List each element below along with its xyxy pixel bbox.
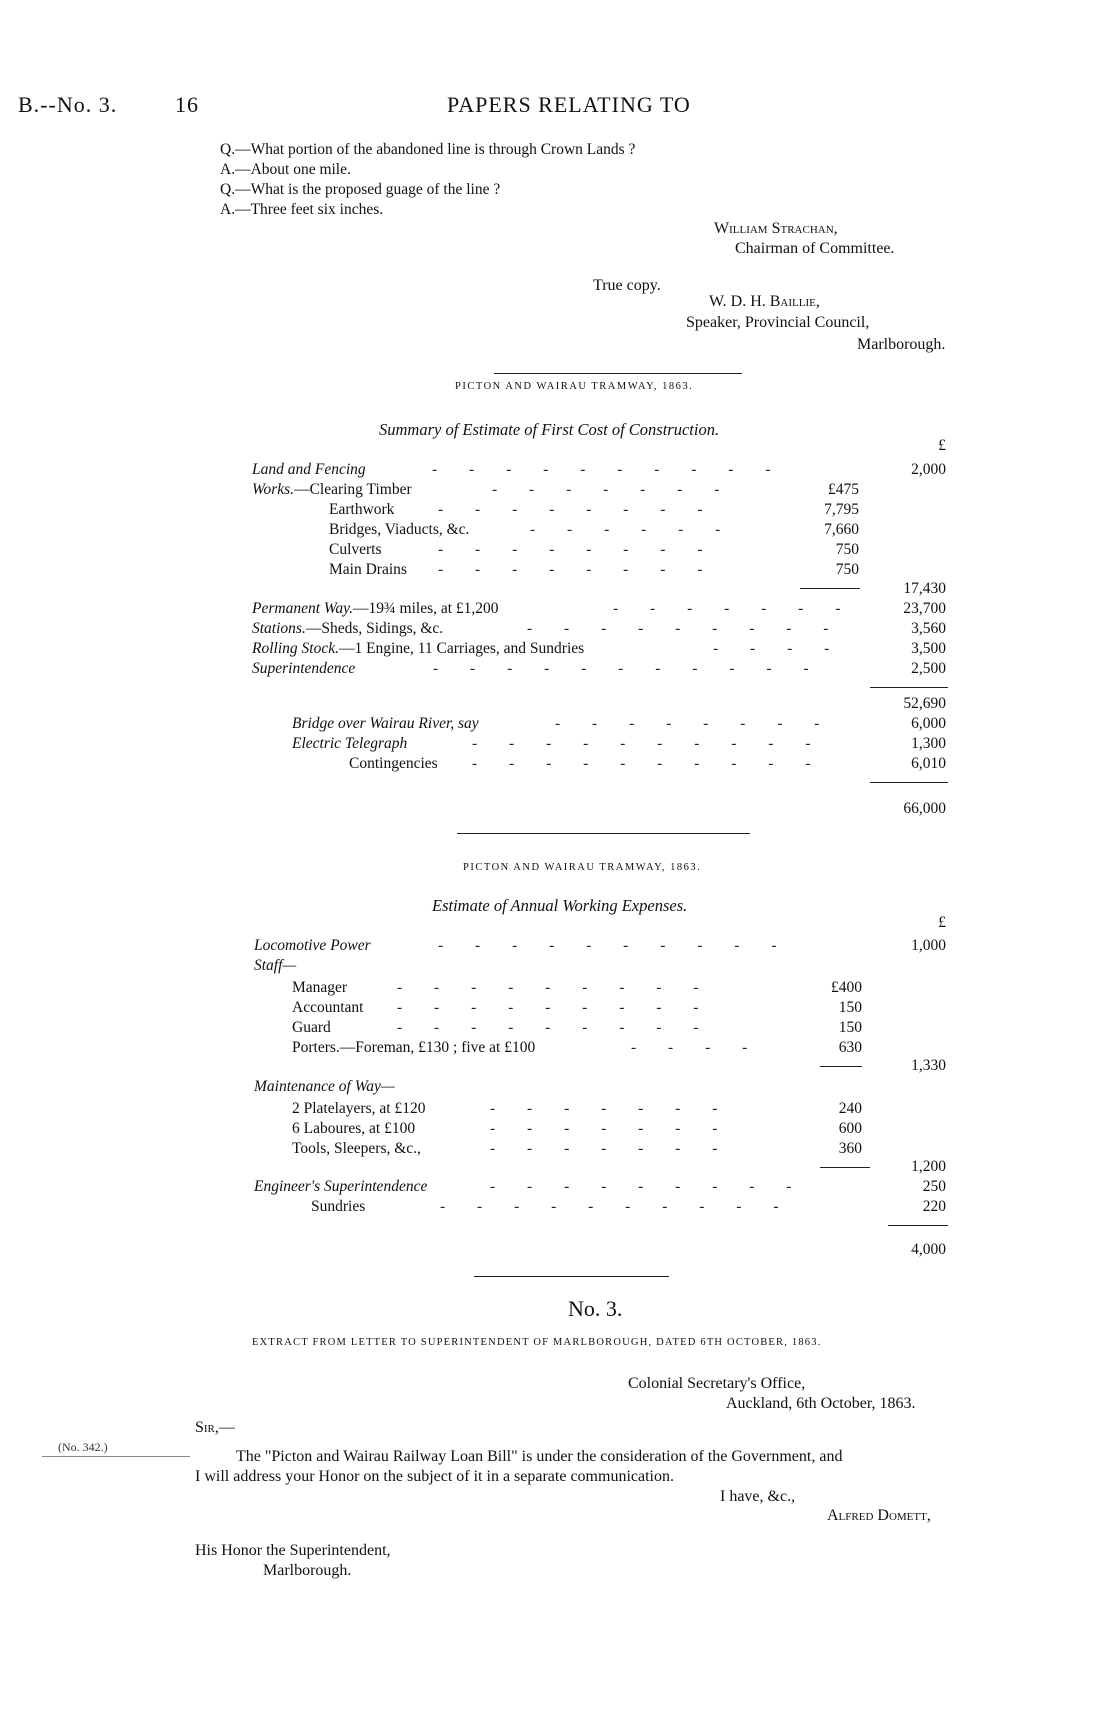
letter-body-line2: I will address your Honor on the subject of it in a separate communication.	[195, 1468, 674, 1485]
s1-label-superintendence: Superintendence	[252, 660, 356, 677]
question-2: Q.—What is the proposed guage of the line ?	[220, 181, 501, 198]
letter-body-line1: The "Picton and Wairau Railway Loan Bill" is under the consideration of the Government, and	[236, 1448, 843, 1465]
s1-value-clearing-timber: £475	[828, 481, 859, 498]
s1-leader-dots: - - - - - - - -	[438, 561, 717, 578]
section-divider	[457, 833, 750, 834]
s1-subtotal-main: 52,690	[903, 695, 946, 712]
s1-label-stations: Stations.—Sheds, Sidings, &c.	[252, 620, 444, 637]
s2-value-locomotive-power: 1,000	[911, 937, 946, 954]
s2-label-accountant: Accountant	[292, 999, 364, 1016]
s1-grand-total-rule	[870, 782, 948, 783]
s2-subtotal-rule	[820, 1167, 870, 1168]
s2-subtotal-staff: 1,330	[911, 1057, 946, 1074]
letter-closing: I have, &c.,	[720, 1488, 796, 1505]
s2-grand-total-rule	[888, 1225, 948, 1226]
signature-baillie-name: W. D. H. Baillie,	[709, 293, 820, 310]
s1-grand-total: 66,000	[903, 800, 946, 817]
signature-strachan-name: William Strachan,	[714, 220, 838, 237]
margin-rule	[42, 1456, 190, 1457]
margin-reference: (No. 342.)	[58, 1440, 108, 1454]
s1-value-bridges: 7,660	[824, 521, 859, 538]
s1-leader-dots: - - - -	[713, 640, 844, 657]
s2-leader-dots: - - - - - - - - - -	[440, 1198, 793, 1215]
s1-label-bridge-wairau: Bridge over Wairau River, say	[292, 715, 479, 732]
answer-2: A.—Three feet six inches.	[220, 201, 384, 218]
section-divider	[494, 373, 742, 374]
s2-label-guard: Guard	[292, 1019, 331, 1036]
s2-leader-dots: - - - - - - - - - -	[438, 937, 791, 954]
letter-signer: Alfred Domett,	[827, 1507, 931, 1524]
s2-leader-dots: - - - -	[631, 1039, 762, 1056]
s1-leader-dots: - - - - - - -	[613, 600, 855, 617]
no3-caption: EXTRACT FROM LETTER TO SUPERINTENDENT OF MARLBOROUGH, DATED 6TH OCTOBER, 1863.	[252, 1337, 822, 1348]
s2-label-maintenance: Maintenance of Way—	[254, 1078, 395, 1095]
s2-leader-dots: - - - - - - - - -	[397, 1019, 713, 1036]
s2-label-staff: Staff—	[254, 957, 297, 974]
s2-value-engineers-superintendence: 250	[922, 1178, 946, 1195]
s2-value-tools: 360	[838, 1140, 862, 1157]
s1-leader-dots: - - - - - - - -	[555, 715, 834, 732]
page-title: PAPERS RELATING TO	[447, 92, 691, 117]
answer-1: A.—About one mile.	[220, 161, 351, 178]
s2-value-guard: 150	[838, 1019, 862, 1036]
letter-office: Colonial Secretary's Office,	[628, 1375, 806, 1392]
s2-leader-dots: - - - - - - - - -	[397, 999, 713, 1016]
s2-value-accountant: 150	[838, 999, 862, 1016]
signature-baillie-place: Marlborough.	[857, 336, 946, 353]
letter-date: Auckland, 6th October, 1863.	[726, 1395, 916, 1412]
s2-subtotal-rule	[820, 1066, 862, 1067]
page-number: 16	[175, 92, 199, 117]
s2-value-laboures: 600	[838, 1120, 862, 1137]
s1-subtotal-rule	[800, 588, 860, 589]
s1-label-rolling-stock: Rolling Stock.—1 Engine, 11 Carriages, and Sundries	[252, 640, 585, 657]
s2-label-manager: Manager	[292, 979, 348, 996]
s1-value-land-fencing: 2,000	[911, 461, 946, 478]
s1-label-earthwork: Earthwork	[329, 501, 395, 518]
letter-salutation: Sir,—	[195, 1419, 235, 1436]
s2-leader-dots: - - - - - - -	[490, 1100, 732, 1117]
s2-label-locomotive-power: Locomotive Power	[254, 937, 371, 954]
s1-value-earthwork: 7,795	[824, 501, 859, 518]
s1-leader-dots: - - - - - - -	[492, 481, 734, 498]
s1-value-main-drains: 750	[835, 561, 859, 578]
s2-leader-dots: - - - - - - -	[490, 1120, 732, 1137]
s2-grand-total: 4,000	[911, 1241, 946, 1258]
s1-label-main-drains: Main Drains	[329, 561, 407, 578]
s1-label-electric-telegraph: Electric Telegraph	[292, 735, 408, 752]
s2-value-sundries: 220	[922, 1198, 946, 1215]
s2-leader-dots: - - - - - - -	[490, 1140, 732, 1157]
section2-title: Estimate of Annual Working Expenses.	[432, 896, 688, 915]
signature-baillie-role: Speaker, Provincial Council,	[686, 314, 870, 331]
s1-leader-dots: - - - - - - - - -	[527, 620, 843, 637]
s1-subtotal-works: 17,430	[903, 580, 946, 597]
s1-value-superintendence: 2,500	[911, 660, 946, 677]
true-copy-label: True copy.	[593, 277, 661, 294]
s2-label-sundries: Sundries	[311, 1198, 366, 1215]
s1-leader-dots: - - - - - - - - - -	[432, 461, 785, 478]
s1-leader-dots: - - - - - - - - - -	[472, 735, 825, 752]
s2-label-platelayers: 2 Platelayers, at £120	[292, 1100, 426, 1117]
section2-caption: PICTON AND WAIRAU TRAMWAY, 1863.	[463, 862, 702, 873]
s2-label-tools: Tools, Sleepers, &c.,	[292, 1140, 421, 1157]
document-reference: B.--No. 3.	[18, 92, 118, 117]
s1-label-contingencies: Contingencies	[349, 755, 438, 772]
s2-value-manager: £400	[831, 979, 862, 996]
s2-label-engineers-superintendence: Engineer's Superintendence	[254, 1178, 428, 1195]
s1-leader-dots: - - - - - - - - - - -	[433, 660, 823, 677]
section1-caption: PICTON AND WAIRAU TRAMWAY, 1863.	[455, 381, 694, 392]
s2-subtotal-maintenance: 1,200	[911, 1158, 946, 1175]
s1-value-electric-telegraph: 1,300	[911, 735, 946, 752]
s1-label-bridges: Bridges, Viaducts, &c.	[329, 521, 470, 538]
s1-leader-dots: - - - - - - - - - -	[472, 755, 825, 772]
s2-leader-dots: - - - - - - - - -	[490, 1178, 806, 1195]
s2-value-porters: 630	[838, 1039, 862, 1056]
s1-value-permanent-way: 23,700	[903, 600, 946, 617]
s1-label-land-fencing: Land and Fencing	[252, 461, 366, 478]
section1-currency-symbol: £	[938, 437, 946, 454]
s1-label-permanent-way: Permanent Way.—19¾ miles, at £1,200	[252, 600, 499, 617]
s1-value-stations: 3,560	[911, 620, 946, 637]
s2-label-porters: Porters.—Foreman, £130 ; five at £100	[292, 1039, 536, 1056]
s1-value-contingencies: 6,010	[911, 755, 946, 772]
s1-value-bridge-wairau: 6,000	[911, 715, 946, 732]
no3-heading: No. 3.	[568, 1296, 623, 1321]
s2-leader-dots: - - - - - - - - -	[397, 979, 713, 996]
letter-addressee-place: Marlborough.	[263, 1562, 352, 1579]
s1-label-clearing-timber: Works.—Clearing Timber	[252, 481, 412, 498]
s1-leader-dots: - - - - - -	[530, 521, 735, 538]
section-divider	[474, 1276, 669, 1277]
s1-leader-dots: - - - - - - - -	[438, 541, 717, 558]
section1-title: Summary of Estimate of First Cost of Construction.	[379, 420, 720, 439]
s2-label-laboures: 6 Laboures, at £100	[292, 1120, 416, 1137]
section2-currency-symbol: £	[938, 914, 946, 931]
s1-leader-dots: - - - - - - - -	[438, 501, 717, 518]
s2-value-platelayers: 240	[838, 1100, 862, 1117]
letter-addressee: His Honor the Superintendent,	[195, 1542, 391, 1559]
s1-label-culverts: Culverts	[329, 541, 382, 558]
signature-strachan-role: Chairman of Committee.	[735, 240, 895, 257]
s1-value-rolling-stock: 3,500	[911, 640, 946, 657]
s1-total-rule	[870, 687, 948, 688]
s1-value-culverts: 750	[835, 541, 859, 558]
question-1: Q.—What portion of the abandoned line is through Crown Lands ?	[220, 141, 636, 158]
